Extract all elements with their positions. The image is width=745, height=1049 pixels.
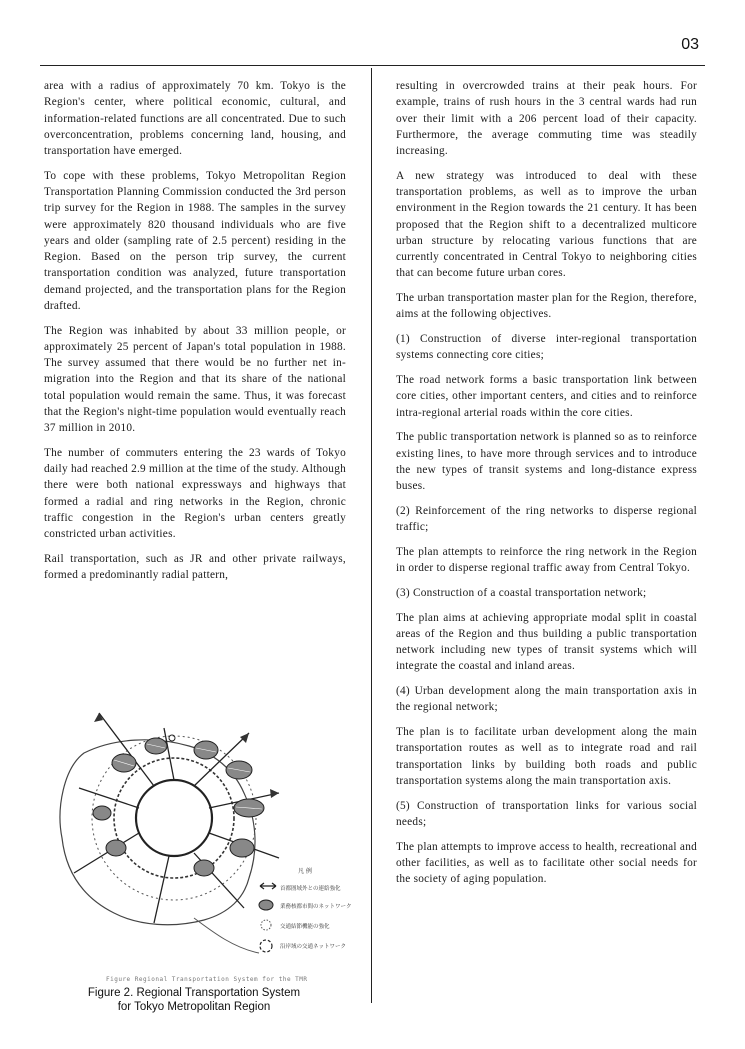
paragraph: area with a radius of approximately 70 km. Tokyo is the Region's center, where political economic, cultural, and information-related functions are all concentrated. Due to such overconcentration, problems concerning land, housing, and transportation have emerged. [44,80,346,157]
objective-heading: (1) Construction of diverse inter-regional transportation systems connecting core cities; [396,333,697,362]
figure-caption [44,986,344,1014]
left-column [44,78,346,592]
paragraph: The plan is to facilitate urban development along the main transportation routes as well as to integrate road and rail transportation links by building both roads and public transportation systems along the main transportation axis. [396,726,697,787]
legend-label: 業務核都市間のネットワーク [280,904,352,910]
legend-item [258,918,348,936]
figure-small-caption: Figure Regional Transportation System for the TMR [106,976,308,983]
paragraph: To cope with these problems, Tokyo Metropolitan Region Transportation Planning Commission conducted the 3rd person trip survey for the Region in 1988. The samples in the survey were approximately 820 thousand individuals who are five years and older (sampling rate of 2.5 percent) residing in the Region. Based on the person trip survey, the current transportation condition was analyzed, future transportation demand projected, and the transportation plans for the Region drafted. [44,169,346,312]
paragraph: The Region was inhabited by about 33 million people, or approximately 25 percent of Japan's total population in 1988. The survey assumed that there would be no further net in-migration into the Region and that its share of the national total population would remain the same. Thus, it was forecast that the Region's night-time population would eventually reach 37 million in 2010. [44,324,346,434]
legend-label: 沿岸域の交通ネットワーク [280,944,347,950]
legend-label: 首都圏域外との連絡強化 [280,886,341,892]
paragraph: The number of commuters entering the 23 wards of Tokyo daily had reached 2.9 million at the time of the study. Although there were both national expressways and highways that formed a radial and ring networks in the Region, chronic traffic congestion in the Region's urban centers greatly constricted urban activities. [44,446,346,540]
paragraph: The plan attempts to improve access to health, recreational and other facilities, as well as to facilitate other social needs for the society of aging population. [396,840,697,885]
dashed-circle-icon [258,938,278,954]
page-number: 03 [681,36,699,53]
paragraph: The road network forms a basic transportation link between core cities, other important centers, and cities and to reinforce intra-regional arterial roads within the core cities. [396,374,697,419]
legend-label: 交通結節機能の強化 [280,924,330,930]
paragraph: The plan aims at achieving appropriate modal split in coastal areas of the Region and thus building a public transportation network including new types of transit systems which will integrate the coastal and inland areas. [396,611,697,673]
figure-caption-line: for Tokyo Metropolitan Region [117,1001,271,1013]
paragraph: resulting in overcrowded trains at their peak hours. For example, trains of rush hours in the 3 central wards had run over their limit with a 206 percent load of their capacity. Furthermore, the average commuting time was steadily increasing. [396,80,697,157]
legend-item [258,898,352,916]
paragraph: Rail transportation, such as JR and other private railways, formed a predominantly radial pattern, [44,552,346,581]
dotted-circle-icon [258,918,278,932]
paragraph: A new strategy was introduced to deal with these transportation problems, as well as to improve the urban environment in the Region towards the 21 century. It has been proposed that the Region shift to a decentralized multicore urban structure by relocating various functions that are currently concentrated in Central Tokyo to neighboring cities that can become future urban cores. [396,169,697,280]
legend-item [258,938,348,956]
paragraph: The urban transportation master plan for the Region, therefore, aims at the following objectives. [396,292,697,321]
objective-heading: (4) Urban development along the main transportation axis in the regional network; [396,685,697,714]
header-rule [40,65,705,66]
right-column [396,78,697,896]
double-arrow-icon [258,880,278,892]
paragraph: The public transportation network is planned so as to reinforce existing lines, to have more through services and to introduce the new types of transit systems and long-distance express buses. [396,431,697,492]
objective-heading: (5) Construction of transportation links for various social needs; [396,799,697,828]
hatched-oval-icon [258,898,278,912]
objective-heading: (2) Reinforcement of the ring networks to disperse regional traffic; [396,504,697,533]
paragraph: The plan attempts to reinforce the ring network in the Region in order to disperse regional traffic away from Central Tokyo. [396,545,697,574]
figure-2 [44,708,352,1023]
figure-caption-line: Figure 2. Regional Transportation System [87,987,301,999]
objective-heading: (3) Construction of a coastal transportation network; [396,586,647,599]
legend-item [258,880,348,898]
legend-heading: 凡 例 [298,868,312,875]
column-divider [371,68,372,1003]
